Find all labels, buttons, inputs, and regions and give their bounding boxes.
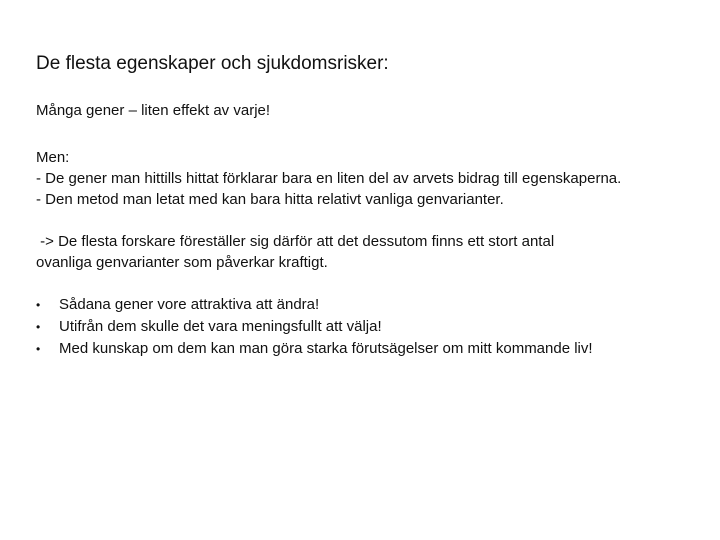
men-point-2: - Den metod man letat med kan bara hitta relativt vanliga genvarianter. [36, 191, 504, 208]
bullet-icon: • [36, 298, 41, 312]
bullet-text: Med kunskap om dem kan man göra starka förutsägelser om mitt kommande liv! [59, 340, 593, 357]
conclusion-block [36, 231, 554, 273]
bullet-text: Sådana gener vore attraktiva att ändra! [59, 296, 320, 313]
bullet-icon: • [36, 320, 41, 334]
list-item [36, 316, 593, 338]
bullet-icon: • [36, 342, 41, 356]
conclusion-line-1: -> De flesta forskare föreställer sig därför att det dessutom finns ett stort antal [36, 233, 555, 250]
men-point-1: - De gener man hittills hittat förklarar bara en liten del av arvets bidrag till egenskaperna. [36, 170, 622, 187]
bullet-text: Utifrån dem skulle det vara meningsfullt att välja! [59, 318, 382, 335]
list-item [36, 338, 593, 360]
men-block [36, 147, 621, 210]
conclusion-line-2: ovanliga genvarianter som påverkar kraftigt. [36, 254, 328, 271]
slide-title: De flesta egenskaper och sjukdomsrisker: [36, 53, 389, 74]
men-heading: Men: [36, 149, 70, 166]
bullet-list [36, 294, 593, 360]
intro-text: Många gener – liten effekt av varje! [36, 102, 271, 119]
list-item [36, 294, 593, 316]
